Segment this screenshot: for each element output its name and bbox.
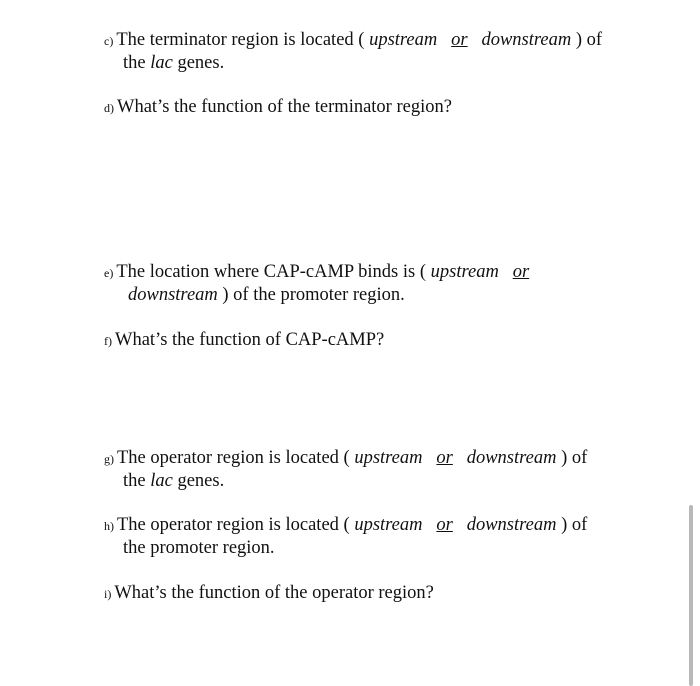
lac-italic: lac <box>150 471 173 491</box>
or-word: or <box>436 448 453 468</box>
option-downstream: downstream <box>466 515 557 535</box>
question-label: h) <box>104 519 114 533</box>
option-upstream: upstream <box>369 30 438 50</box>
question-label: g) <box>104 452 114 466</box>
question-text: The location where CAP-cAMP binds is ( <box>116 262 431 282</box>
question-text-end: ) of <box>556 448 588 468</box>
lac-italic: lac <box>150 53 173 73</box>
question-text: The operator region is located ( <box>117 515 355 535</box>
or-word: or <box>436 515 453 535</box>
question-continuation: downstream ) of the promoter region. <box>128 285 405 305</box>
option-upstream: upstream <box>354 515 423 535</box>
option-downstream: downstream <box>481 30 572 50</box>
question-f <box>104 329 384 352</box>
question-text: What’s the function of CAP-cAMP? <box>115 330 385 350</box>
option-downstream: downstream <box>466 448 557 468</box>
question-c <box>104 29 602 74</box>
question-e <box>104 261 529 306</box>
question-continuation: the promoter region. <box>123 538 275 558</box>
option-upstream: upstream <box>354 448 423 468</box>
question-label: f) <box>104 334 112 348</box>
question-text: The terminator region is located ( <box>116 30 370 50</box>
question-label: c) <box>104 34 114 48</box>
or-word: or <box>512 262 530 282</box>
question-text: What’s the function of the operator region? <box>114 583 434 603</box>
option-upstream: upstream <box>430 262 499 282</box>
question-g <box>104 447 587 492</box>
question-label: i) <box>104 587 112 601</box>
question-text: The operator region is located ( <box>117 448 355 468</box>
question-d <box>104 96 452 119</box>
or-word: or <box>451 30 468 50</box>
question-label: e) <box>104 266 114 280</box>
question-label: d) <box>104 101 114 115</box>
question-text-end: ) of <box>571 30 603 50</box>
question-text: What’s the function of the terminator region? <box>117 97 452 117</box>
question-text-end: ) of <box>556 515 588 535</box>
question-h <box>104 514 587 559</box>
question-continuation: the lac genes. <box>123 471 225 491</box>
question-continuation: the lac genes. <box>123 53 225 73</box>
question-i <box>104 582 434 605</box>
vertical-scrollbar[interactable] <box>689 505 693 686</box>
option-downstream: downstream <box>128 285 218 305</box>
